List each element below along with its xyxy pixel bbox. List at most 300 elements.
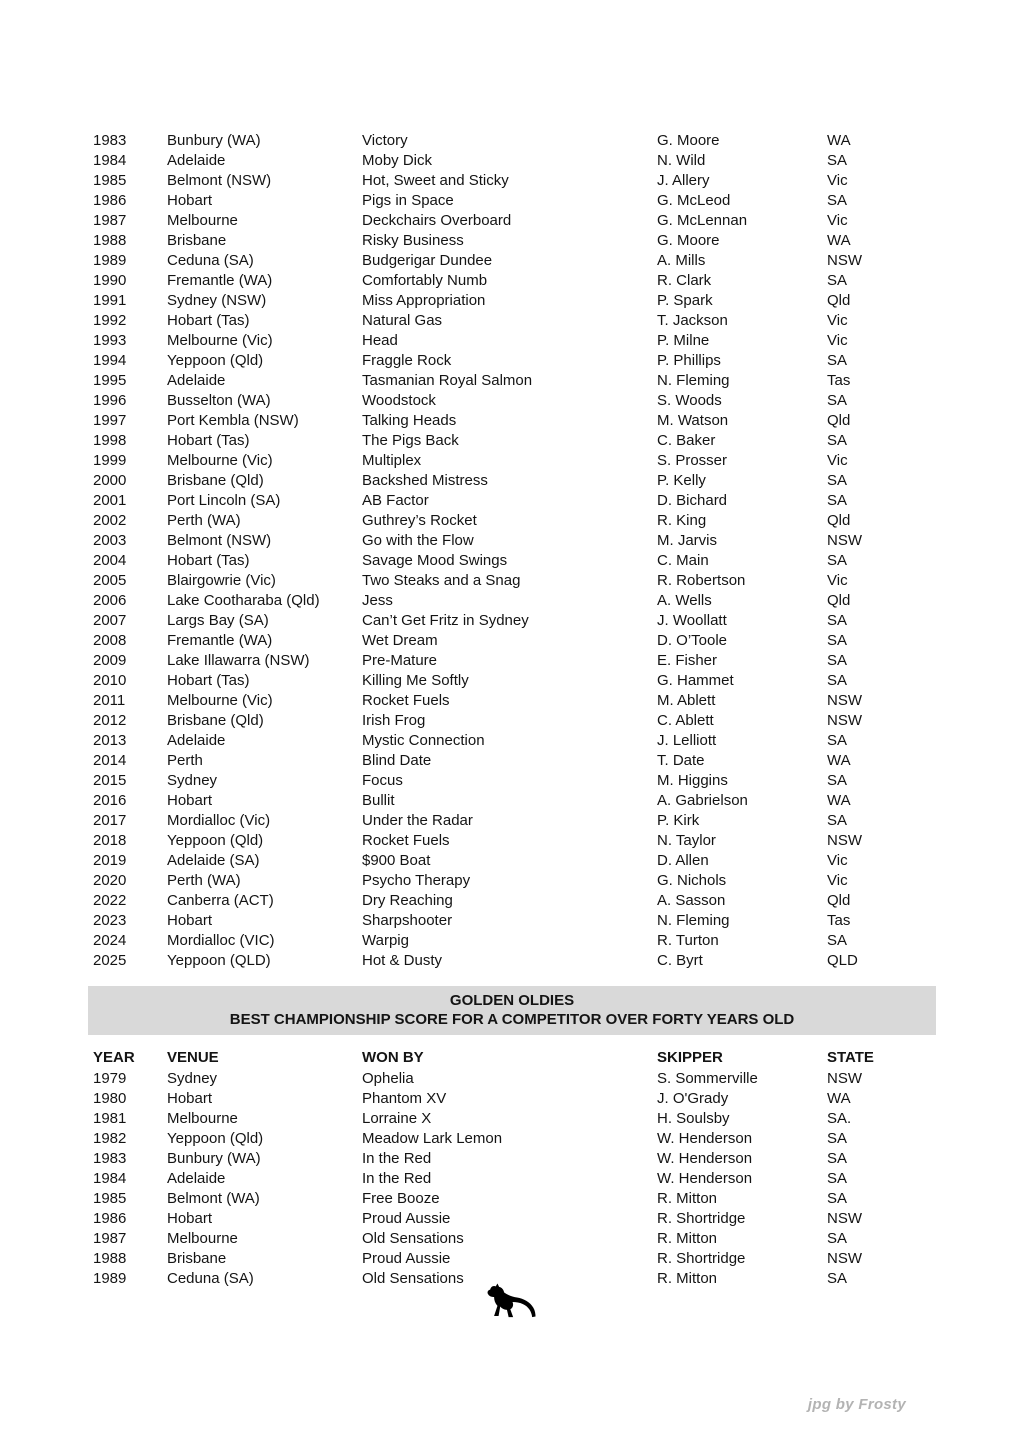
cell-skipper: S. Woods	[657, 392, 722, 409]
cell-won-by: Can’t Get Fritz in Sydney	[362, 612, 529, 629]
table-row	[93, 251, 964, 271]
cell-won-by: Ophelia	[362, 1070, 414, 1087]
cell-skipper: A. Mills	[657, 252, 706, 269]
cell-year: 2020	[93, 872, 127, 889]
cell-venue: Perth (WA)	[167, 872, 241, 889]
cell-state: WA	[827, 1090, 851, 1107]
cell-venue: Melbourne	[167, 1110, 238, 1127]
cell-skipper: A. Gabrielson	[657, 792, 748, 809]
cell-state: WA	[827, 232, 851, 249]
cell-year: 1981	[93, 1110, 127, 1127]
table-row	[93, 451, 964, 471]
cell-skipper: A. Wells	[657, 592, 712, 609]
cell-won-by: Deckchairs Overboard	[362, 212, 512, 229]
table-row	[93, 351, 964, 371]
section-title: GOLDEN OLDIES	[449, 992, 575, 1009]
cell-year: 2001	[93, 492, 127, 509]
cell-venue: Melbourne (Vic)	[167, 332, 273, 349]
cell-won-by: Talking Heads	[362, 412, 457, 429]
cell-won-by: Hot & Dusty	[362, 952, 443, 969]
cell-state: SA	[827, 1190, 848, 1207]
cell-state: SA	[827, 612, 848, 629]
cell-year: 1989	[93, 252, 127, 269]
championship-results-table	[93, 131, 964, 971]
header-state: STATE	[827, 1049, 874, 1066]
cell-won-by: Jess	[362, 592, 393, 609]
cell-state: Qld	[827, 892, 851, 909]
cell-state: SA	[827, 632, 848, 649]
table-row	[93, 791, 964, 811]
cell-state: Vic	[827, 312, 848, 329]
cell-state: NSW	[827, 832, 862, 849]
cell-won-by: Lorraine X	[362, 1110, 432, 1127]
table-row	[93, 151, 964, 171]
cell-venue: Adelaide (SA)	[167, 852, 260, 869]
cell-venue: Yeppoon (Qld)	[167, 352, 264, 369]
cell-state: Vic	[827, 172, 848, 189]
cell-won-by: $900 Boat	[362, 852, 431, 869]
cell-venue: Yeppoon (QLD)	[167, 952, 271, 969]
cell-skipper: T. Date	[657, 752, 705, 769]
cell-won-by: Rocket Fuels	[362, 832, 450, 849]
cell-venue: Sydney	[167, 1070, 218, 1087]
table-row	[93, 1069, 964, 1089]
golden-oldies-table	[93, 1047, 964, 1289]
table-row	[93, 171, 964, 191]
cell-venue: Adelaide	[167, 732, 226, 749]
cell-year: 1987	[93, 1230, 127, 1247]
cell-won-by: Woodstock	[362, 392, 436, 409]
cell-year: 2007	[93, 612, 127, 629]
cell-skipper: W. Henderson	[657, 1150, 753, 1167]
cell-state: SA	[827, 152, 848, 169]
cell-venue: Yeppoon (Qld)	[167, 1130, 264, 1147]
cell-won-by: Dry Reaching	[362, 892, 453, 909]
cell-year: 2016	[93, 792, 127, 809]
cell-year: 2010	[93, 672, 127, 689]
table-row	[93, 311, 964, 331]
table-row	[93, 231, 964, 251]
cell-year: 1992	[93, 312, 127, 329]
cell-skipper: H. Soulsby	[657, 1110, 730, 1127]
cell-venue: Lake Illawarra (NSW)	[167, 652, 310, 669]
table-row	[93, 711, 964, 731]
table-row	[93, 1109, 964, 1129]
table-row	[93, 1169, 964, 1189]
cell-year: 2013	[93, 732, 127, 749]
cell-state: SA	[827, 1270, 848, 1287]
cell-skipper: W. Henderson	[657, 1170, 753, 1187]
cell-state: SA	[827, 192, 848, 209]
cell-venue: Fremantle (WA)	[167, 272, 273, 289]
cell-year: 1987	[93, 212, 127, 229]
cell-won-by: Pre-Mature	[362, 652, 438, 669]
kangaroo-icon	[484, 1283, 540, 1321]
cell-venue: Melbourne (Vic)	[167, 692, 273, 709]
cell-skipper: G. McLeod	[657, 192, 731, 209]
table-row	[93, 411, 964, 431]
cell-state: NSW	[827, 1070, 862, 1087]
cell-year: 2018	[93, 832, 127, 849]
cell-won-by: Savage Mood Swings	[362, 552, 508, 569]
cell-skipper: J. Lelliott	[657, 732, 717, 749]
cell-won-by: Killing Me Softly	[362, 672, 469, 689]
cell-skipper: R. Turton	[657, 932, 719, 949]
cell-venue: Hobart	[167, 1210, 213, 1227]
cell-year: 1994	[93, 352, 127, 369]
cell-state: NSW	[827, 1210, 862, 1227]
cell-state: SA	[827, 552, 848, 569]
cell-skipper: J. O'Grady	[657, 1090, 729, 1107]
table-row	[93, 391, 964, 411]
table-row	[93, 431, 964, 451]
cell-state: Tas	[827, 912, 851, 929]
cell-venue: Canberra (ACT)	[167, 892, 274, 909]
cell-year: 2014	[93, 752, 127, 769]
cell-year: 1985	[93, 172, 127, 189]
cell-year: 1983	[93, 1150, 127, 1167]
cell-year: 1991	[93, 292, 127, 309]
cell-won-by: Victory	[362, 132, 408, 149]
cell-won-by: Comfortably Numb	[362, 272, 488, 289]
cell-won-by: Sharpshooter	[362, 912, 453, 929]
cell-skipper: R. Robertson	[657, 572, 746, 589]
cell-year: 1993	[93, 332, 127, 349]
cell-year: 2006	[93, 592, 127, 609]
cell-state: Tas	[827, 372, 851, 389]
cell-venue: Adelaide	[167, 372, 226, 389]
cell-year: 2022	[93, 892, 127, 909]
cell-skipper: R. Clark	[657, 272, 712, 289]
table-row	[93, 551, 964, 571]
table-row	[93, 911, 964, 931]
cell-state: SA	[827, 812, 848, 829]
cell-skipper: M. Higgins	[657, 772, 728, 789]
cell-skipper: R. Mitton	[657, 1230, 718, 1247]
cell-year: 1996	[93, 392, 127, 409]
cell-skipper: C. Baker	[657, 432, 716, 449]
table-row	[93, 291, 964, 311]
cell-skipper: N. Wild	[657, 152, 706, 169]
cell-won-by: In the Red	[362, 1150, 432, 1167]
cell-state: SA	[827, 672, 848, 689]
cell-won-by: Budgerigar Dundee	[362, 252, 493, 269]
cell-skipper: R. Mitton	[657, 1270, 718, 1287]
table-row	[93, 1189, 964, 1209]
cell-won-by: Under the Radar	[362, 812, 473, 829]
cell-won-by: Bullit	[362, 792, 395, 809]
cell-year: 1988	[93, 232, 127, 249]
cell-year: 2023	[93, 912, 127, 929]
cell-year: 2015	[93, 772, 127, 789]
table-row	[93, 811, 964, 831]
cell-state: NSW	[827, 1250, 862, 1267]
cell-venue: Largs Bay (SA)	[167, 612, 269, 629]
cell-skipper: M. Jarvis	[657, 532, 717, 549]
cell-venue: Hobart	[167, 912, 213, 929]
cell-won-by: Mystic Connection	[362, 732, 485, 749]
cell-state: WA	[827, 752, 851, 769]
cell-won-by: AB Factor	[362, 492, 429, 509]
table-row	[93, 191, 964, 211]
cell-venue: Adelaide	[167, 1170, 226, 1187]
cell-state: SA	[827, 732, 848, 749]
cell-year: 2024	[93, 932, 127, 949]
cell-state: Vic	[827, 852, 848, 869]
cell-state: SA	[827, 492, 848, 509]
cell-skipper: C. Byrt	[657, 952, 703, 969]
cell-venue: Brisbane	[167, 232, 227, 249]
cell-won-by: Two Steaks and a Snag	[362, 572, 521, 589]
table-row	[93, 871, 964, 891]
cell-state: SA	[827, 472, 848, 489]
cell-state: WA	[827, 132, 851, 149]
cell-state: NSW	[827, 532, 862, 549]
cell-skipper: R. King	[657, 512, 707, 529]
cell-skipper: M. Watson	[657, 412, 729, 429]
cell-venue: Port Lincoln (SA)	[167, 492, 281, 509]
cell-skipper: D. O’Toole	[657, 632, 728, 649]
table-row	[93, 511, 964, 531]
cell-year: 2017	[93, 812, 127, 829]
cell-venue: Sydney (NSW)	[167, 292, 267, 309]
cell-won-by: Go with the Flow	[362, 532, 474, 549]
table-row	[93, 611, 964, 631]
cell-won-by: Hot, Sweet and Sticky	[362, 172, 509, 189]
cell-won-by: Old Sensations	[362, 1230, 464, 1247]
table-row	[93, 571, 964, 591]
cell-skipper: P. Spark	[657, 292, 713, 309]
cell-skipper: R. Shortridge	[657, 1250, 746, 1267]
cell-venue: Brisbane (Qld)	[167, 472, 264, 489]
table-row	[93, 491, 964, 511]
cell-won-by: Head	[362, 332, 398, 349]
cell-year: 1983	[93, 132, 127, 149]
table-row	[93, 1249, 964, 1269]
cell-skipper: N. Fleming	[657, 912, 730, 929]
golden-oldies-banner	[88, 986, 936, 1035]
cell-skipper: C. Ablett	[657, 712, 714, 729]
cell-state: Vic	[827, 872, 848, 889]
cell-won-by: Miss Appropriation	[362, 292, 486, 309]
cell-skipper: T. Jackson	[657, 312, 728, 329]
cell-skipper: D. Bichard	[657, 492, 728, 509]
cell-venue: Melbourne (Vic)	[167, 452, 273, 469]
cell-venue: Perth (WA)	[167, 512, 241, 529]
cell-year: 1988	[93, 1250, 127, 1267]
cell-state: QLD	[827, 952, 858, 969]
cell-state: NSW	[827, 692, 862, 709]
cell-won-by: Fraggle Rock	[362, 352, 452, 369]
cell-state: WA	[827, 792, 851, 809]
cell-venue: Bunbury (WA)	[167, 1150, 261, 1167]
table-row	[93, 131, 964, 151]
cell-won-by: Pigs in Space	[362, 192, 454, 209]
cell-skipper: G. Hammet	[657, 672, 734, 689]
cell-won-by: Moby Dick	[362, 152, 433, 169]
table-row	[93, 1089, 964, 1109]
cell-state: Qld	[827, 592, 851, 609]
cell-venue: Mordialloc (VIC)	[167, 932, 275, 949]
cell-year: 1982	[93, 1130, 127, 1147]
cell-year: 1985	[93, 1190, 127, 1207]
cell-year: 1979	[93, 1070, 127, 1087]
cell-won-by: Proud Aussie	[362, 1250, 451, 1267]
cell-won-by: Multiplex	[362, 452, 422, 469]
cell-state: SA	[827, 272, 848, 289]
table-row	[93, 691, 964, 711]
cell-skipper: S. Prosser	[657, 452, 728, 469]
cell-venue: Ceduna (SA)	[167, 1270, 254, 1287]
table-row	[93, 751, 964, 771]
cell-venue: Hobart (Tas)	[167, 432, 250, 449]
cell-venue: Belmont (WA)	[167, 1190, 260, 1207]
header-won-by: WON BY	[362, 1049, 424, 1066]
cell-year: 1999	[93, 452, 127, 469]
cell-venue: Blairgowrie (Vic)	[167, 572, 276, 589]
cell-state: NSW	[827, 712, 862, 729]
section-subtitle: BEST CHAMPIONSHIP SCORE FOR A COMPETITOR OVER FORTY YEARS OLD	[229, 1011, 795, 1028]
cell-skipper: J. Woollatt	[657, 612, 727, 629]
table-row	[93, 771, 964, 791]
table-header-row	[93, 1047, 964, 1068]
cell-won-by: Focus	[362, 772, 403, 789]
table-row	[93, 1229, 964, 1249]
cell-venue: Belmont (NSW)	[167, 172, 272, 189]
cell-won-by: Risky Business	[362, 232, 464, 249]
cell-year: 1986	[93, 192, 127, 209]
cell-year: 2000	[93, 472, 127, 489]
cell-skipper: P. Milne	[657, 332, 710, 349]
cell-venue: Brisbane (Qld)	[167, 712, 264, 729]
table-row	[93, 1149, 964, 1169]
table-row	[93, 851, 964, 871]
cell-state: SA	[827, 1130, 848, 1147]
cell-skipper: N. Taylor	[657, 832, 716, 849]
cell-venue: Sydney	[167, 772, 218, 789]
cell-won-by: The Pigs Back	[362, 432, 459, 449]
table-row	[93, 211, 964, 231]
cell-skipper: G. Moore	[657, 132, 720, 149]
cell-skipper: G. McLennan	[657, 212, 748, 229]
cell-year: 1984	[93, 152, 127, 169]
table-row	[93, 831, 964, 851]
table-row	[93, 631, 964, 651]
table-row	[93, 531, 964, 551]
cell-venue: Hobart (Tas)	[167, 312, 250, 329]
cell-year: 2019	[93, 852, 127, 869]
cell-venue: Adelaide	[167, 152, 226, 169]
cell-venue: Perth	[167, 752, 203, 769]
cell-year: 1984	[93, 1170, 127, 1187]
cell-skipper: P. Kirk	[657, 812, 700, 829]
table-row	[93, 671, 964, 691]
cell-year: 2009	[93, 652, 127, 669]
cell-won-by: Warpig	[362, 932, 409, 949]
cell-won-by: In the Red	[362, 1170, 432, 1187]
header-year: YEAR	[93, 1049, 135, 1066]
cell-state: Vic	[827, 572, 848, 589]
header-venue: VENUE	[167, 1049, 219, 1066]
cell-skipper: P. Kelly	[657, 472, 706, 489]
cell-venue: Belmont (NSW)	[167, 532, 272, 549]
cell-won-by: Tasmanian Royal Salmon	[362, 372, 533, 389]
cell-state: SA	[827, 652, 848, 669]
table-row	[93, 471, 964, 491]
cell-skipper: J. Allery	[657, 172, 710, 189]
cell-year: 1997	[93, 412, 127, 429]
cell-state: Vic	[827, 212, 848, 229]
cell-won-by: Backshed Mistress	[362, 472, 488, 489]
cell-year: 2025	[93, 952, 127, 969]
cell-year: 2005	[93, 572, 127, 589]
cell-state: SA	[827, 432, 848, 449]
cell-year: 2004	[93, 552, 127, 569]
golden-oldies-table-body	[93, 1069, 964, 1289]
cell-year: 2012	[93, 712, 127, 729]
cell-skipper: C. Main	[657, 552, 709, 569]
table-row	[93, 891, 964, 911]
cell-state: SA	[827, 1170, 848, 1187]
cell-skipper: G. Moore	[657, 232, 720, 249]
cell-skipper: P. Phillips	[657, 352, 721, 369]
cell-year: 2011	[93, 692, 126, 709]
cell-won-by: Psycho Therapy	[362, 872, 471, 889]
cell-venue: Hobart	[167, 792, 213, 809]
cell-venue: Melbourne	[167, 212, 238, 229]
cell-state: SA	[827, 392, 848, 409]
cell-state: Vic	[827, 332, 848, 349]
table-row	[93, 1209, 964, 1229]
cell-state: SA	[827, 1230, 848, 1247]
cell-venue: Lake Cootharaba (Qld)	[167, 592, 320, 609]
table-row	[93, 271, 964, 291]
cell-won-by: Blind Date	[362, 752, 432, 769]
cell-year: 1986	[93, 1210, 127, 1227]
cell-venue: Mordialloc (Vic)	[167, 812, 271, 829]
cell-state: NSW	[827, 252, 862, 269]
cell-skipper: W. Henderson	[657, 1130, 753, 1147]
cell-year: 2003	[93, 532, 127, 549]
cell-venue: Bunbury (WA)	[167, 132, 261, 149]
cell-won-by: Phantom XV	[362, 1090, 447, 1107]
cell-state: Qld	[827, 292, 851, 309]
cell-won-by: Irish Frog	[362, 712, 426, 729]
cell-venue: Busselton (WA)	[167, 392, 271, 409]
cell-won-by: Wet Dream	[362, 632, 438, 649]
watermark-credit: jpg by Frosty	[807, 1396, 906, 1413]
cell-year: 1998	[93, 432, 127, 449]
cell-state: SA.	[827, 1110, 852, 1127]
table-row	[93, 371, 964, 391]
cell-state: SA	[827, 1150, 848, 1167]
cell-skipper: R. Mitton	[657, 1190, 718, 1207]
cell-won-by: Old Sensations	[362, 1270, 464, 1287]
cell-venue: Fremantle (WA)	[167, 632, 273, 649]
cell-skipper: S. Sommerville	[657, 1070, 758, 1087]
cell-skipper: E. Fisher	[657, 652, 718, 669]
cell-year: 1995	[93, 372, 127, 389]
cell-venue: Ceduna (SA)	[167, 252, 254, 269]
table-row	[93, 651, 964, 671]
table-row	[93, 931, 964, 951]
cell-won-by: Proud Aussie	[362, 1210, 451, 1227]
cell-year: 1990	[93, 272, 127, 289]
cell-venue: Port Kembla (NSW)	[167, 412, 299, 429]
cell-venue: Hobart (Tas)	[167, 552, 250, 569]
cell-state: SA	[827, 772, 848, 789]
cell-venue: Hobart (Tas)	[167, 672, 250, 689]
